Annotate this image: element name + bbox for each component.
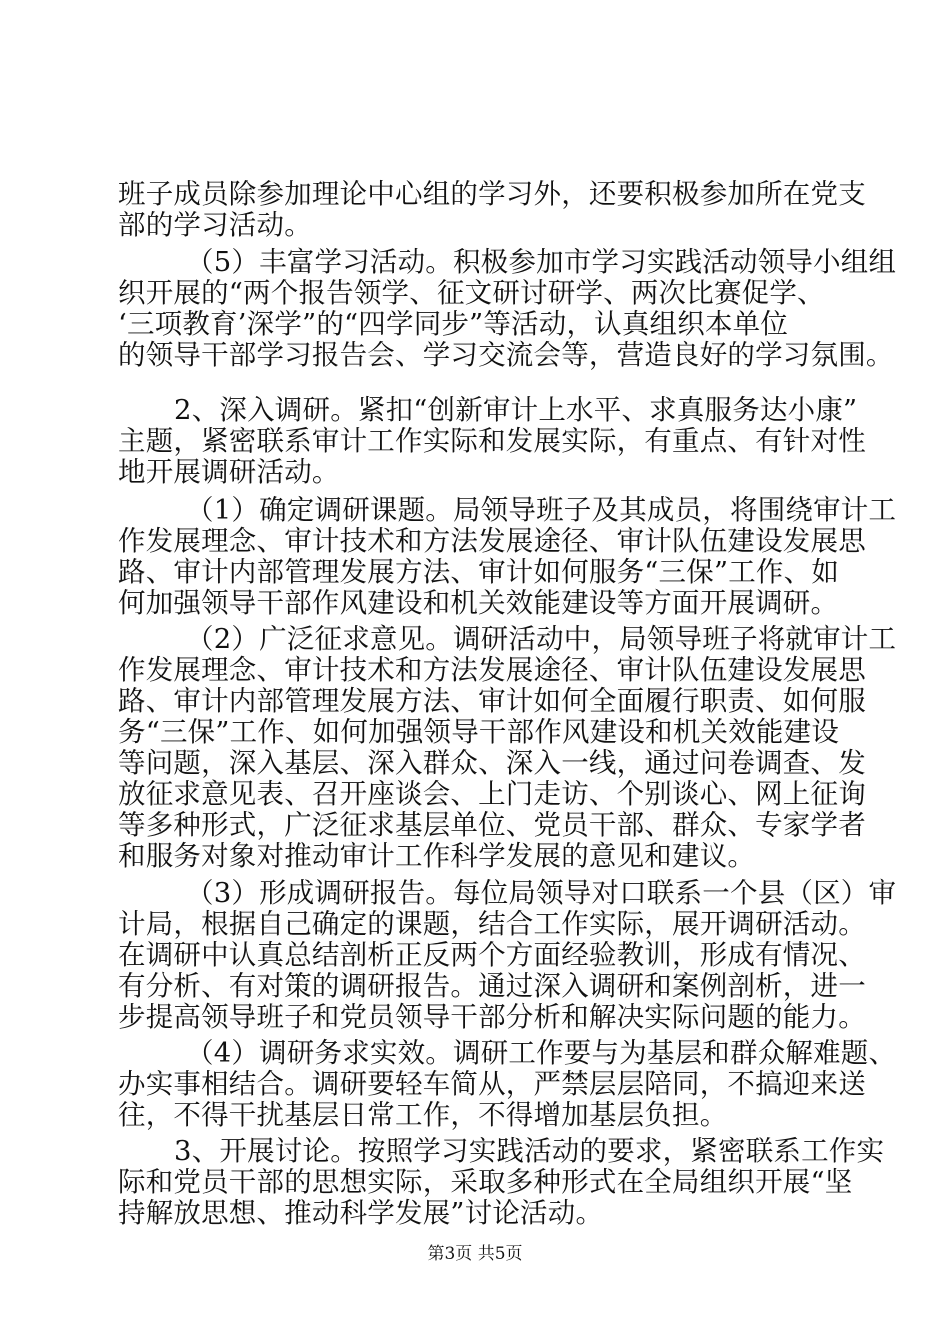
text-line: 持解放思想、推动科学发展”讨论活动。	[118, 1197, 604, 1229]
text-line: 路、审计内部管理发展方法、审计如何服务“三保”工作、如	[118, 556, 840, 588]
text-line: 办实事相结合。调研要轻车简从，严禁层层陪同，不搞迎来送	[118, 1068, 866, 1100]
text-line: 有分析、有对策的调研报告。通过深入调研和案例剖析，进一	[118, 970, 866, 1002]
text-line: 部的学习活动。	[118, 209, 312, 241]
text-line: （3）形成调研报告。每位局领导对口联系一个县（区）审	[186, 877, 897, 909]
text-line: 织开展的“两个报告领学、征文研讨研学、两次比赛促学、	[118, 277, 825, 309]
text-line: 作发展理念、审计技术和方法发展途径、审计队伍建设发展思	[118, 654, 866, 686]
text-line: 在调研中认真总结剖析正反两个方面经验教训，形成有情况、	[118, 939, 866, 971]
text-line: （4）调研务求实效。调研工作要与为基层和群众解难题、	[186, 1037, 897, 1069]
text-line: 步提高领导班子和党员领导干部分析和解决实际问题的能力。	[118, 1001, 866, 1033]
text-line: 作发展理念、审计技术和方法发展途径、审计队伍建设发展思	[118, 525, 866, 557]
text-line: 和服务对象对推动审计工作科学发展的意见和建议。	[118, 840, 756, 872]
text-line: 放征求意见表、召开座谈会、上门走访、个别谈心、网上征询	[118, 778, 866, 810]
text-line: 地开展调研活动。	[118, 456, 340, 488]
text-line: ‘三项教育’深学”的“四学同步”等活动，认真组织本单位	[118, 308, 789, 340]
text-line: 2、深入调研。紧扣“创新审计上水平、求真服务达小康”	[174, 394, 858, 426]
text-line: （1）确定调研课题。局领导班子及其成员，将围绕审计工	[186, 494, 897, 526]
page-number-footer: 第3页 共5页	[427, 1244, 523, 1264]
text-line: 往，不得干扰基层日常工作，不得增加基层负担。	[118, 1099, 728, 1131]
text-line: 务“三保”工作、如何加强领导干部作风建设和机关效能建设	[118, 716, 840, 748]
text-line: 主题，紧密联系审计工作实际和发展实际，有重点、有针对性	[118, 425, 866, 457]
text-line: 3、开展讨论。按照学习实践活动的要求，紧密联系工作实	[174, 1135, 885, 1167]
text-line: 的领导干部学习报告会、学习交流会等，营造良好的学习氛围。	[118, 339, 894, 371]
text-line: （2）广泛征求意见。调研活动中，局领导班子将就审计工	[186, 623, 897, 655]
text-line: 等多种形式，广泛征求基层单位、党员干部、群众、专家学者	[118, 809, 866, 841]
text-line: 何加强领导干部作风建设和机关效能建设等方面开展调研。	[118, 587, 839, 619]
text-line: 际和党员干部的思想实际，采取多种形式在全局组织开展“坚	[118, 1166, 853, 1198]
text-line: 路、审计内部管理发展方法、审计如何全面履行职责、如何服	[118, 685, 866, 717]
text-line: （5）丰富学习活动。积极参加市学习实践活动领导小组组	[186, 246, 897, 278]
text-line: 班子成员除参加理论中心组的学习外，还要积极参加所在党支	[118, 178, 866, 210]
text-line: 计局，根据自己确定的课题，结合工作实际，展开调研活动。	[118, 908, 866, 940]
text-line: 等问题，深入基层、深入群众、深入一线，通过问卷调查、发	[118, 747, 866, 779]
